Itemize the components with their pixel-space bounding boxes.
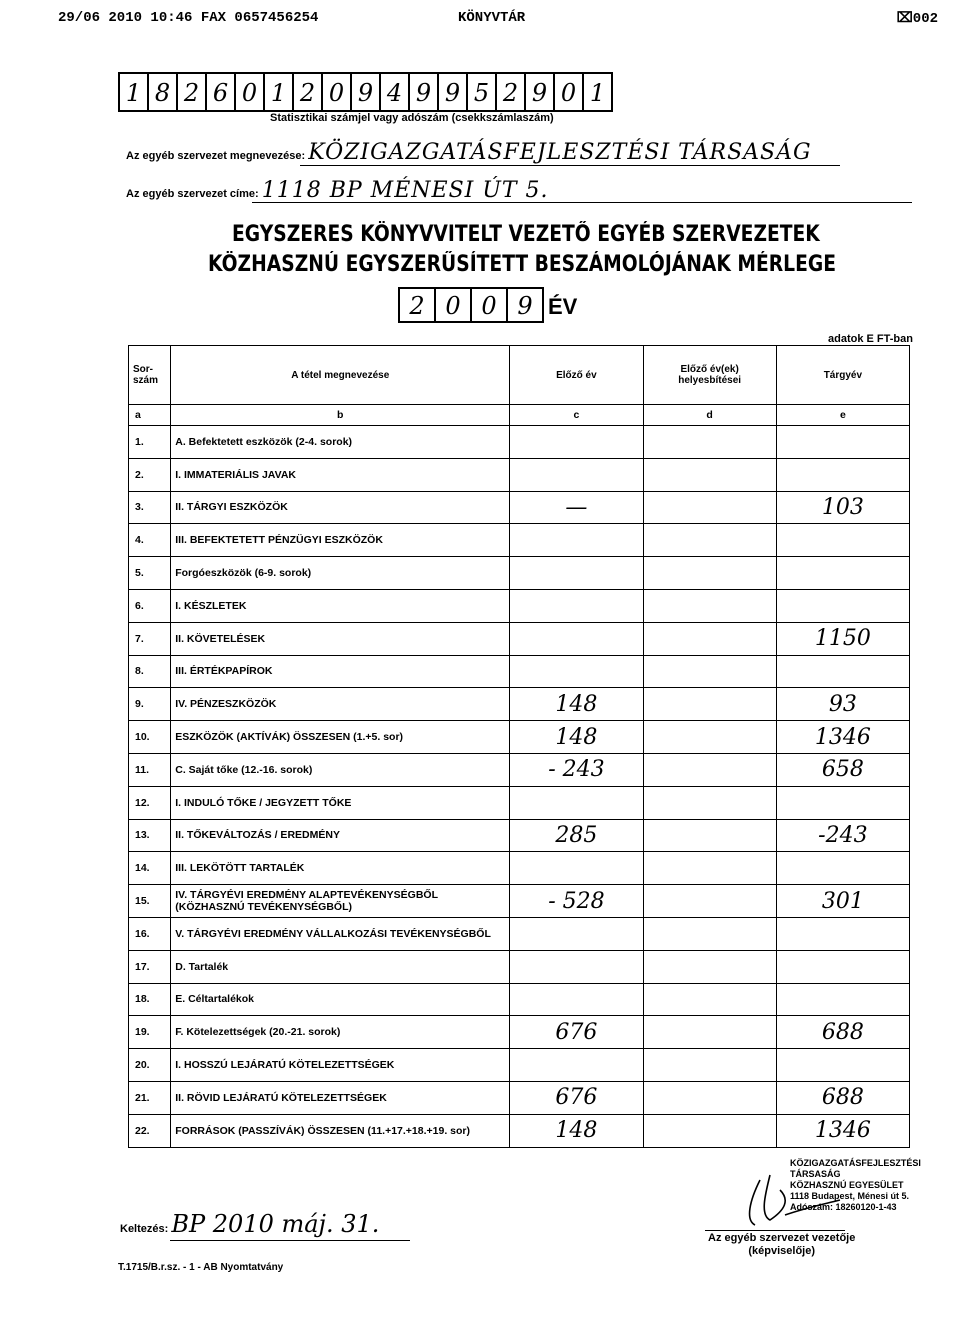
row-number: 21. [129, 1081, 171, 1114]
row-name: III. ÉRTÉKPAPÍROK [171, 655, 510, 688]
table-row [129, 458, 910, 491]
header-prev: Előző év [510, 346, 643, 405]
row-revision [643, 426, 776, 459]
row-prev-year [510, 1049, 643, 1082]
letter-current: e [776, 405, 909, 426]
table-header-row [129, 346, 910, 405]
row-number: 9. [129, 688, 171, 721]
fax-header [58, 10, 938, 27]
row-current-year [776, 950, 909, 983]
row-prev-year [510, 458, 643, 491]
table-row [129, 786, 910, 819]
representative-signature [730, 1170, 850, 1230]
row-number: 1. [129, 426, 171, 459]
tax-id-digit: 0 [323, 74, 352, 110]
table-row [129, 1049, 910, 1082]
tax-id-digit: 2 [497, 74, 526, 110]
row-name: FORRÁSOK (PASSZÍVÁK) ÖSSZESEN (11.+17.+18.+19. sor) [171, 1114, 510, 1147]
rep-label-1: Az egyéb szervezet vezetője [708, 1232, 856, 1244]
stamp-line: KÖZIGAZGATÁSFEJLESZTÉSI TÁRSASÁG [790, 1158, 921, 1179]
row-name: IV. PÉNZESZKÖZÖK [171, 688, 510, 721]
row-prev-year: - 243 [510, 753, 643, 786]
org-address-value: 1118 BP MÉNESI ÚT 5. [261, 178, 549, 203]
row-revision [643, 589, 776, 622]
row-number: 6. [129, 589, 171, 622]
row-current-year [776, 458, 909, 491]
title-line-2: KÖZHASZNÚ EGYSZERŰSÍTETT BESZÁMOLÓJÁNAK MÉRLEGE [208, 252, 836, 277]
header-name: A tétel megnevezése [171, 346, 510, 405]
row-prev-year [510, 524, 643, 557]
row-number: 12. [129, 786, 171, 819]
row-current-year [776, 589, 909, 622]
tax-id-digit: 0 [555, 74, 584, 110]
row-current-year: 1346 [776, 1114, 909, 1147]
row-prev-year: 148 [510, 688, 643, 721]
row-name: I. KÉSZLETEK [171, 589, 510, 622]
row-current-year: 1346 [776, 721, 909, 754]
table-body [129, 426, 910, 1148]
row-revision [643, 1049, 776, 1082]
representative-label [708, 1232, 855, 1258]
letter-name: b [171, 405, 510, 426]
letter-num: a [129, 405, 171, 426]
tax-id-digit: 5 [468, 74, 497, 110]
tax-id-digit: 0 [236, 74, 265, 110]
row-current-year: 103 [776, 491, 909, 524]
row-number: 15. [129, 885, 171, 918]
year-boxes [398, 287, 544, 323]
org-name-line [126, 140, 812, 165]
org-name-underline [300, 165, 840, 166]
row-prev-year [510, 557, 643, 590]
row-name: I. IMMATERIÁLIS JAVAK [171, 458, 510, 491]
table-row [129, 1016, 910, 1049]
tax-id-digit: 9 [410, 74, 439, 110]
year-suffix: ÉV [548, 294, 578, 319]
row-prev-year: 148 [510, 721, 643, 754]
row-number: 13. [129, 819, 171, 852]
table-row [129, 1081, 910, 1114]
row-name: F. Kötelezettségek (20.-21. sorok) [171, 1016, 510, 1049]
tax-id-digit: 2 [178, 74, 207, 110]
year-digit: 0 [472, 289, 508, 321]
dated-line [120, 1210, 379, 1238]
dated-label: Keltezés: [120, 1223, 169, 1235]
table-row [129, 655, 910, 688]
row-number: 22. [129, 1114, 171, 1147]
row-name: II. TÁRGYI ESZKÖZÖK [171, 491, 510, 524]
org-name-label: Az egyéb szervezet megnevezése: [126, 150, 306, 162]
dated-underline [170, 1240, 410, 1241]
row-name: C. Saját tőke (12.-16. sorok) [171, 753, 510, 786]
letter-prev: c [510, 405, 643, 426]
row-name: III. BEFEKTETETT PÉNZÜGYI ESZKÖZÖK [171, 524, 510, 557]
row-current-year [776, 1049, 909, 1082]
row-revision [643, 1081, 776, 1114]
row-number: 19. [129, 1016, 171, 1049]
row-revision [643, 688, 776, 721]
tax-id-caption: Statisztikai számjel vagy adószám (csekkszámlaszám) [270, 112, 554, 124]
tax-id-digit: 1 [589, 79, 606, 107]
table-row [129, 688, 910, 721]
tax-id-digit: 1 [120, 74, 149, 110]
row-number: 18. [129, 983, 171, 1016]
table-row [129, 852, 910, 885]
row-current-year [776, 426, 909, 459]
table-row [129, 557, 910, 590]
tax-id-digit: 9 [439, 74, 468, 110]
row-current-year: 658 [776, 753, 909, 786]
table-row [129, 983, 910, 1016]
tax-id-digit: 8 [149, 74, 178, 110]
row-name: Forgóeszközök (6-9. sorok) [171, 557, 510, 590]
fax-header-right: ⌧002 [896, 11, 938, 27]
fax-header-left: 29/06 2010 10:46 FAX 0657456254 [58, 10, 319, 26]
row-current-year [776, 655, 909, 688]
row-prev-year: 676 [510, 1081, 643, 1114]
row-current-year: 1150 [776, 622, 909, 655]
row-prev-year [510, 589, 643, 622]
row-number: 8. [129, 655, 171, 688]
org-address-label: Az egyéb szervezet címe: [126, 188, 259, 200]
header-revision: Előző év(ek) helyesbítései [643, 346, 776, 405]
row-revision [643, 786, 776, 819]
rep-label-2: (képviselője) [748, 1245, 815, 1257]
row-name: V. TÁRGYÉVI EREDMÉNY VÁLLALKOZÁSI TEVÉKENYSÉGBŐL [171, 917, 510, 950]
year-digit: 9 [517, 292, 533, 320]
row-name: II. RÖVID LEJÁRATÚ KÖTELEZETTSÉGEK [171, 1081, 510, 1114]
row-number: 7. [129, 622, 171, 655]
row-prev-year: 676 [510, 1016, 643, 1049]
row-revision [643, 852, 776, 885]
tax-id-digit: 4 [381, 74, 410, 110]
row-name: ESZKÖZÖK (AKTÍVÁK) ÖSSZESEN (1.+5. sor) [171, 721, 510, 754]
row-current-year [776, 983, 909, 1016]
table-row [129, 1114, 910, 1147]
table-letter-row [129, 405, 910, 426]
row-prev-year: — [510, 491, 643, 524]
row-revision [643, 819, 776, 852]
row-current-year: 301 [776, 885, 909, 918]
row-revision [643, 557, 776, 590]
row-number: 20. [129, 1049, 171, 1082]
table-row [129, 950, 910, 983]
row-number: 10. [129, 721, 171, 754]
row-prev-year [510, 917, 643, 950]
row-revision [643, 950, 776, 983]
row-revision [643, 524, 776, 557]
row-current-year: -243 [776, 819, 909, 852]
row-number: 3. [129, 491, 171, 524]
letter-revision: d [643, 405, 776, 426]
row-prev-year [510, 852, 643, 885]
row-revision [643, 721, 776, 754]
row-revision [643, 885, 776, 918]
row-current-year [776, 852, 909, 885]
table-row [129, 426, 910, 459]
row-current-year: 93 [776, 688, 909, 721]
row-name: II. KÖVETELÉSEK [171, 622, 510, 655]
row-revision [643, 983, 776, 1016]
row-name: IV. TÁRGYÉVI EREDMÉNY ALAPTEVÉKENYSÉGBŐL (KÖZHASZNÚ TEVÉKENYSÉGBŐL) [171, 885, 510, 918]
org-name-value: KÖZIGAZGATÁSFEJLESZTÉSI TÁRSASÁG [308, 140, 812, 165]
representative-underline [705, 1230, 845, 1231]
row-prev-year [510, 786, 643, 819]
row-prev-year [510, 426, 643, 459]
tax-id-digit: 9 [526, 74, 555, 110]
tax-id-digit: 2 [294, 74, 323, 110]
stamp-line: KÖZHASZNÚ EGYESÜLET [790, 1180, 904, 1190]
tax-id-digit: 1 [265, 74, 294, 110]
header-num: Sor- szám [129, 346, 171, 405]
table-row [129, 721, 910, 754]
row-number: 11. [129, 753, 171, 786]
row-prev-year: - 528 [510, 885, 643, 918]
table-row [129, 589, 910, 622]
table-row [129, 917, 910, 950]
row-number: 16. [129, 917, 171, 950]
row-revision [643, 491, 776, 524]
row-number: 17. [129, 950, 171, 983]
row-name: I. INDULÓ TŐKE / JEGYZETT TŐKE [171, 786, 510, 819]
tax-id-digit: 9 [352, 74, 381, 110]
year-digit: 2 [400, 289, 436, 321]
row-number: 5. [129, 557, 171, 590]
row-revision [643, 458, 776, 491]
row-current-year [776, 786, 909, 819]
row-name: III. LEKÖTÖTT TARTALÉK [171, 852, 510, 885]
unit-note: adatok E FT-ban [828, 333, 913, 345]
dated-value: BP 2010 máj. 31. [171, 1210, 380, 1238]
balance-sheet-table [128, 345, 910, 1148]
footer-note: T.1715/B.r.sz. - 1 - AB Nyomtatvány [118, 1262, 284, 1273]
row-revision [643, 1114, 776, 1147]
row-revision [643, 753, 776, 786]
row-revision [643, 622, 776, 655]
row-prev-year [510, 655, 643, 688]
row-name: I. HOSSZÚ LEJÁRATÚ KÖTELEZETTSÉGEK [171, 1049, 510, 1082]
fax-header-center: KÖNYVTÁR [458, 10, 526, 26]
org-address-underline [252, 202, 912, 203]
row-prev-year: 285 [510, 819, 643, 852]
row-name: D. Tartalék [171, 950, 510, 983]
table-row [129, 491, 910, 524]
org-address-line [126, 178, 549, 203]
row-number: 4. [129, 524, 171, 557]
row-name: A. Befektetett eszközök (2-4. sorok) [171, 426, 510, 459]
row-current-year [776, 557, 909, 590]
table-row [129, 524, 910, 557]
row-revision [643, 917, 776, 950]
table-row [129, 622, 910, 655]
row-current-year: 688 [776, 1081, 909, 1114]
year-digit: 0 [436, 289, 472, 321]
table-row [129, 885, 910, 918]
row-name: E. Céltartalékok [171, 983, 510, 1016]
tax-id-boxes [118, 72, 613, 112]
row-revision [643, 655, 776, 688]
row-current-year: 688 [776, 1016, 909, 1049]
tax-id-digit: 6 [207, 74, 236, 110]
row-revision [643, 1016, 776, 1049]
row-prev-year [510, 983, 643, 1016]
header-current: Tárgyév [776, 346, 909, 405]
row-prev-year: 148 [510, 1114, 643, 1147]
row-current-year [776, 917, 909, 950]
table-row [129, 753, 910, 786]
row-current-year [776, 524, 909, 557]
row-prev-year [510, 950, 643, 983]
row-name: II. TŐKEVÁLTOZÁS / EREDMÉNY [171, 819, 510, 852]
stamp-line: 1118 Budapest, Ménesi út 5. [790, 1191, 910, 1201]
title-line-1: EGYSZERES KÖNYVVITELT VEZETŐ EGYÉB SZERVEZETEK [232, 222, 820, 247]
row-prev-year [510, 622, 643, 655]
stamp-line: Adószám: 18260120-1-43 [790, 1202, 897, 1212]
row-number: 14. [129, 852, 171, 885]
table-row [129, 819, 910, 852]
row-number: 2. [129, 458, 171, 491]
